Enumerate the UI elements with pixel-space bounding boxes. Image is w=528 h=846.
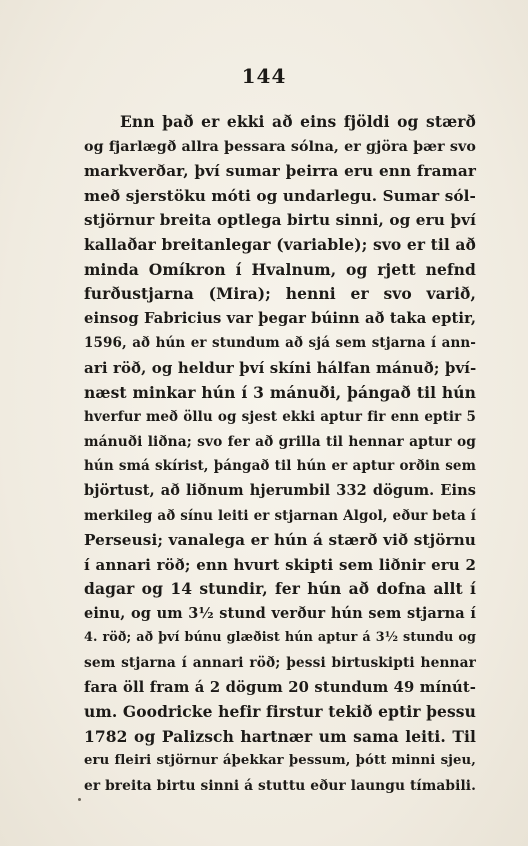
- text-line: furðustjarna (Mira); henni er svo varið,: [84, 284, 476, 304]
- text-line: ari röð, og heldur því skíni hálfan mánuð; því-: [84, 358, 477, 377]
- text-line: og fjarlægð allra þessara sólna, er gjöra þær svo: [84, 138, 476, 155]
- text-line: eru fleiri stjörnur áþekkar þessum, þótt minni sjeu,: [84, 753, 476, 769]
- text-line: björtust, að liðnum hjerumbil 332 dögum. Eins: [84, 481, 476, 499]
- text-line: dagar og 14 stundir, fer hún að dofna allt í: [84, 579, 476, 599]
- body-text: [84, 110, 476, 799]
- text-line: markverðar, því sumar þeirra eru enn framar: [84, 162, 476, 181]
- text-line: með sjerstöku móti og undarlegu. Sumar sól-: [84, 186, 476, 205]
- text-line: stjörnur breita optlega birtu sinni, og eru því: [84, 211, 476, 230]
- text-line: hverfur með öllu og sjest ekki aptur fir enn eptir 5: [84, 409, 476, 426]
- page-number: 144: [241, 64, 287, 88]
- ink-speck: [78, 798, 81, 801]
- text-line: er breita birtu sinni á stuttu eður laungu tímabili.: [84, 778, 476, 795]
- text-line: hún smá skírist, þángað til hún er aptur orðin sem: [84, 458, 476, 475]
- text-line: mánuði liðna; svo fer að grilla til hennar aptur og: [84, 433, 476, 450]
- text-line: minda Omíkron í Hvalnum, og rjett nefnd: [84, 259, 476, 279]
- text-line: sem stjarna í annari röð; þessi birtuskipti hennar: [84, 655, 476, 672]
- text-line: einsog Fabricius var þegar búinn að taka eptir,: [84, 309, 477, 327]
- text-line: næst minkar hún í 3 mánuði, þángað til hún: [84, 382, 476, 402]
- text-line: einu, og um 3½ stund verður hún sem stjarna í: [84, 604, 476, 622]
- text-line: Enn það er ekki að eins fjöldi og stærð: [120, 112, 476, 131]
- text-line: Perseusi; vanalega er hún á stærð við stjörnu: [84, 531, 476, 550]
- text-line: merkileg að sínu leiti er stjarnan Algol, eður beta í: [84, 507, 476, 524]
- text-line: um. Goodricke hefir firstur tekið eptir þessu: [84, 702, 477, 722]
- text-line: 4. röð; að því búnu glæðist hún aptur á 3½ stundu og: [84, 630, 476, 646]
- text-line: 1596, að hún er stundum að sjá sem stjarna í ann-: [84, 335, 476, 352]
- text-line: fara öll fram á 2 dögum 20 stundum 49 mínút-: [84, 678, 476, 696]
- text-line: 1782 og Palizsch hartnær um sama leiti. Til: [84, 726, 476, 746]
- text-line: í annari röð; enn hvurt skipti sem liðnir eru 2: [84, 555, 476, 574]
- text-line: kallaðar breitanlegar (variable); svo er til að: [84, 234, 476, 254]
